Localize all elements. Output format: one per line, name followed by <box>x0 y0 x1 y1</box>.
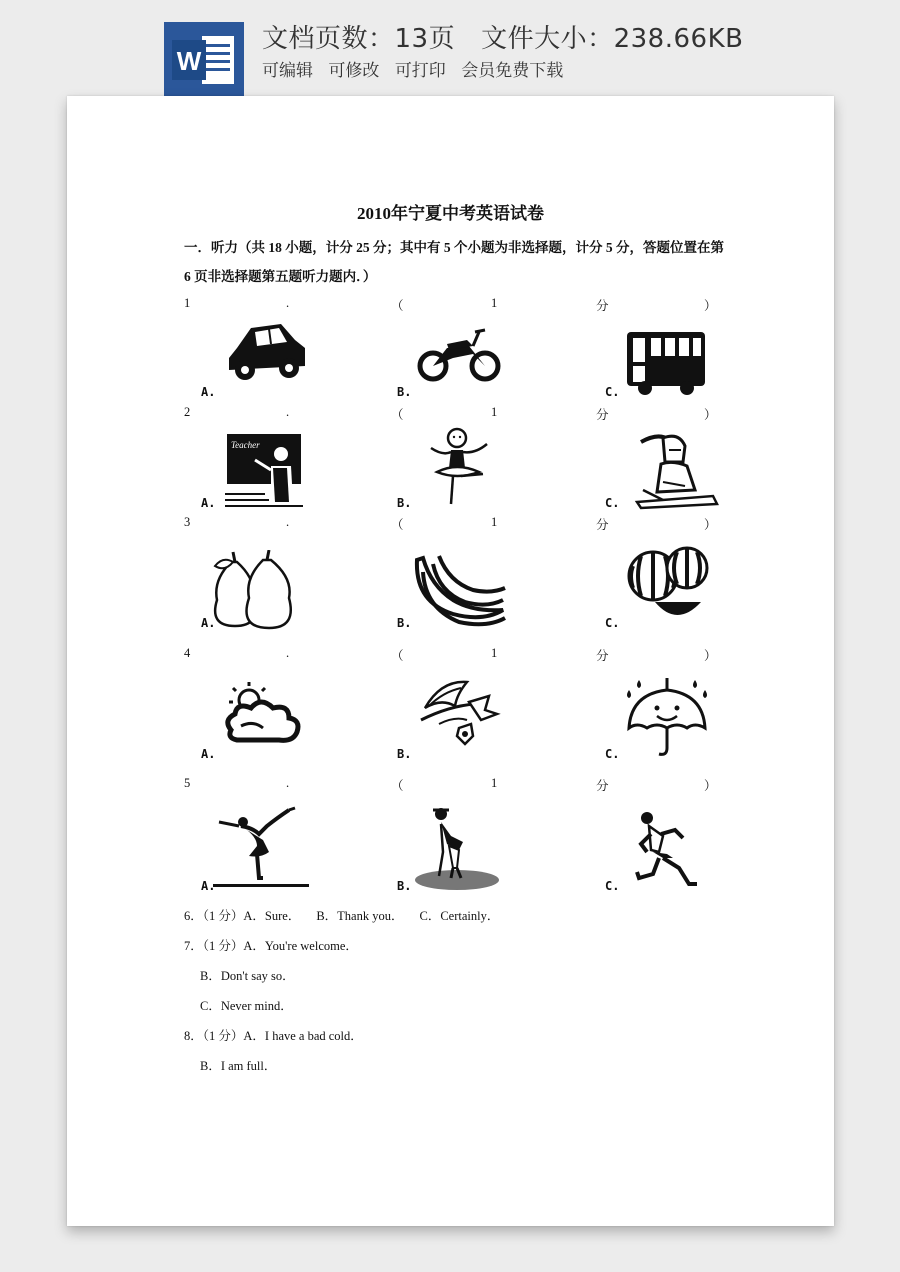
option-label-b: B. <box>397 385 412 399</box>
paren-open: （ <box>391 649 404 663</box>
q6-option-a: Sure． <box>264 909 301 923</box>
banner-title <box>262 18 743 55</box>
question-dot: . <box>286 776 290 790</box>
points: 1 <box>491 296 498 310</box>
q6-lead: 6．（1 分）A． <box>184 909 265 923</box>
paren-open: （ <box>391 408 404 422</box>
option-label-c: C. <box>605 496 620 510</box>
logo-letter: W <box>176 46 202 76</box>
points-unit: 分 <box>596 518 609 532</box>
rainy-icon <box>625 676 709 760</box>
paren-close: ） <box>704 408 717 422</box>
option-label-a: A. <box>201 496 216 510</box>
option-label-b: B. <box>397 747 412 761</box>
question-row-2 <box>184 405 717 423</box>
option-label-b: B. <box>397 496 412 510</box>
q8-option-a: I have a bad cold． <box>264 1029 363 1043</box>
points: 1 <box>491 646 498 660</box>
feature-modifiable: 可修改 <box>328 61 380 81</box>
paren-open: （ <box>391 779 404 793</box>
option-label-a: A. <box>201 616 216 630</box>
skater-icon <box>213 804 309 890</box>
option-label-c: C. <box>605 879 620 893</box>
document-page <box>67 96 834 1226</box>
paren-close: ） <box>704 649 717 663</box>
q8-option-b: B．I am full． <box>200 1059 277 1073</box>
header-banner <box>0 0 900 100</box>
option-label-a: A. <box>201 385 216 399</box>
blackboard-text: Teacher <box>231 440 260 450</box>
q7-option-b: B．Don't say so． <box>200 969 295 983</box>
q8-lead: 8．（1 分）A． <box>184 1029 265 1043</box>
question-number: 3 <box>184 515 191 529</box>
paren-open: （ <box>391 518 404 532</box>
q6-option-c: C．Certainly． <box>419 909 500 923</box>
dancer-icon <box>417 426 503 508</box>
runner-icon <box>633 808 705 892</box>
page-count: 文档页数：13页 <box>262 24 456 54</box>
question-6 <box>184 906 515 924</box>
option-label-c: C. <box>605 747 620 761</box>
doctor-icon <box>633 430 719 510</box>
feature-printable: 可打印 <box>394 61 446 81</box>
question-dot: . <box>286 646 290 660</box>
file-size: 文件大小：238.66KB <box>481 24 744 54</box>
paren-close: ） <box>704 779 717 793</box>
question-dot: . <box>286 296 290 310</box>
windy-icon <box>419 676 501 754</box>
paren-open: （ <box>391 299 404 313</box>
points: 1 <box>491 776 498 790</box>
points: 1 <box>491 405 498 419</box>
teacher-icon <box>225 432 303 510</box>
section-heading-listening: 一．听力（共 18 小题，计分 25 分；其中有 5 个小题为非选择题，计分 5 分，答题位置在第 6 页非选择题第五题听力题内．） <box>184 240 724 284</box>
points-unit: 分 <box>596 649 609 663</box>
car-icon <box>225 318 309 388</box>
feature-member-download: 会员免费下载 <box>461 61 564 81</box>
q7-option-a: You're welcome． <box>264 939 358 953</box>
feature-editable: 可编辑 <box>262 61 313 81</box>
points-unit: 分 <box>596 408 609 422</box>
motorbike-icon <box>417 324 501 384</box>
watermelon-icon <box>625 546 711 626</box>
option-label-a: A. <box>201 747 216 761</box>
question-number: 1 <box>184 296 191 310</box>
question-row-5 <box>184 776 717 794</box>
word-document-icon <box>164 22 244 96</box>
option-label-a: A. <box>201 879 216 893</box>
question-number: 4 <box>184 646 191 660</box>
points: 1 <box>491 515 498 529</box>
q6-option-b: B．Thank you． <box>316 909 404 923</box>
points-unit: 分 <box>596 299 609 313</box>
option-label-c: C. <box>605 385 620 399</box>
option-label-c: C. <box>605 616 620 630</box>
points-unit: 分 <box>596 779 609 793</box>
page-title: 2010年宁夏中考英语试卷 <box>357 204 544 223</box>
cloudy-icon <box>223 680 303 750</box>
question-dot: . <box>286 405 290 419</box>
question-row-3 <box>184 515 717 533</box>
question-8 <box>184 1026 379 1044</box>
banner-features <box>262 56 573 81</box>
q7-option-c: C．Never mind． <box>200 999 293 1013</box>
bananas-icon <box>413 552 509 630</box>
question-7 <box>184 936 374 954</box>
bus-icon <box>625 330 707 396</box>
question-row-1 <box>184 296 717 314</box>
paren-close: ） <box>704 299 717 313</box>
option-label-b: B. <box>397 879 412 893</box>
question-number: 5 <box>184 776 191 790</box>
pears-icon <box>205 550 297 630</box>
question-row-4 <box>184 646 717 664</box>
paren-close: ） <box>704 518 717 532</box>
golfer-icon <box>413 806 501 892</box>
option-label-b: B. <box>397 616 412 630</box>
q7-lead: 7．（1 分）A． <box>184 939 265 953</box>
question-dot: . <box>286 515 290 529</box>
question-number: 2 <box>184 405 191 419</box>
